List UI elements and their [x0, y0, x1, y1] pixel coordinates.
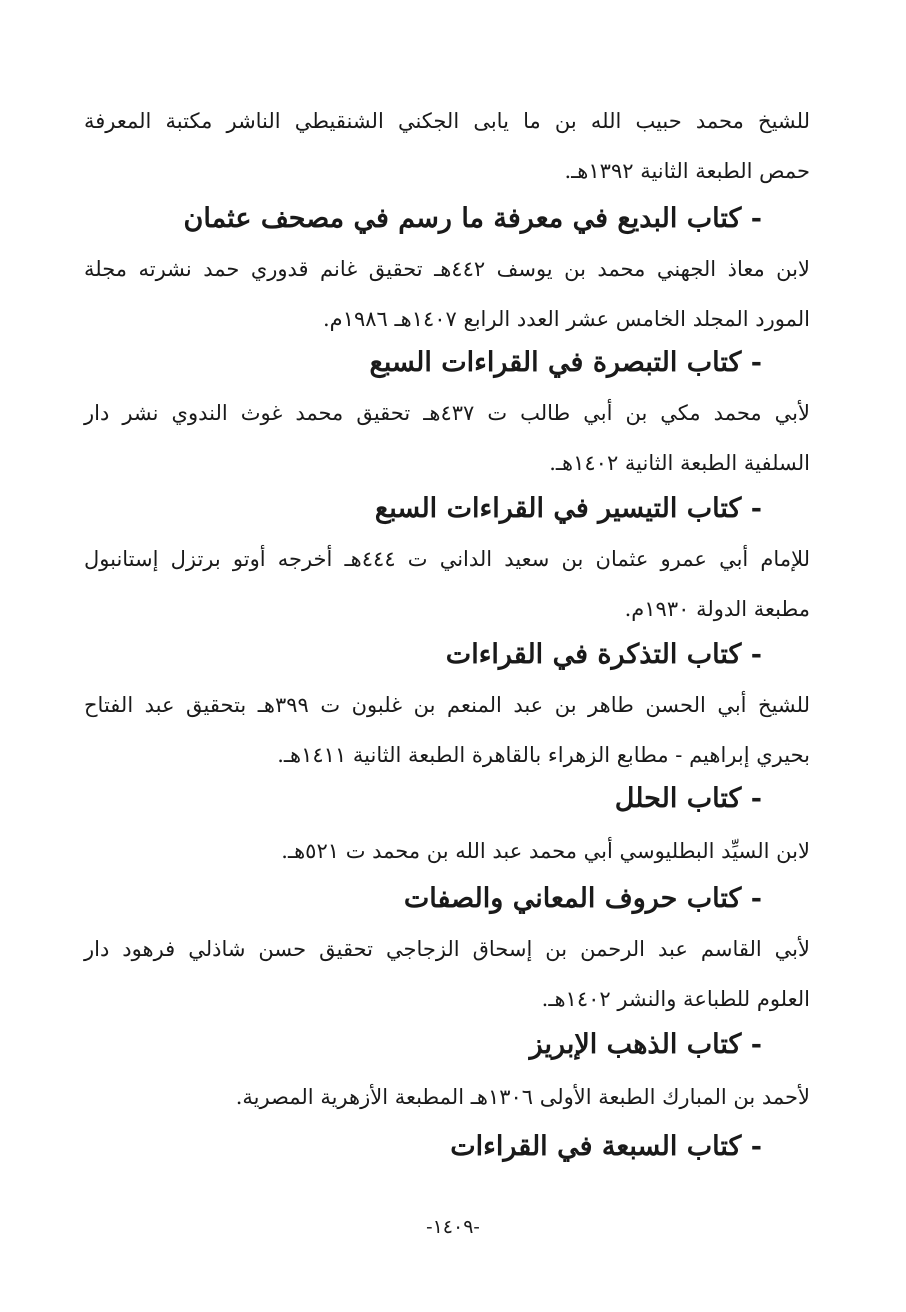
entry-text-line: للإمام أبي عمرو عثمان بن سعيد الداني ت ٤٤٤هـ أخرجه أوتو برتزل إستانبول: [84, 547, 810, 571]
entry-heading: - كتاب التبصرة في القراءات السبع: [369, 347, 762, 378]
entry-heading: - كتاب الذهب الإبريز: [529, 1029, 762, 1060]
entry-text-line: لأبي محمد مكي بن أبي طالب ت ٤٣٧هـ تحقيق محمد غوث الندوي نشر دار: [84, 401, 810, 425]
entry-text-line: لأبي القاسم عبد الرحمن بن إسحاق الزجاجي تحقيق حسن شاذلي فرهود دار: [84, 937, 810, 961]
page-number: -١٤٠٩-: [426, 1216, 480, 1238]
entry-text-line: لابن معاذ الجهني محمد بن يوسف ٤٤٢هـ تحقيق غانم قدوري حمد نشرته مجلة: [84, 257, 810, 281]
entry-text-line: للشيخ أبي الحسن طاهر بن عبد المنعم بن غلبون ت ٣٩٩هـ بتحقيق عبد الفتاح: [84, 693, 810, 717]
entry-text-line: للشيخ محمد حبيب الله بن ما يابى الجكني الشنقيطي الناشر مكتبة المعرفة: [84, 109, 810, 133]
entry-heading: - كتاب حروف المعاني والصفات: [403, 883, 762, 914]
entry-text-line: لأحمد بن المبارك الطبعة الأولى ١٣٠٦هـ المطبعة الأزهرية المصرية.: [235, 1085, 810, 1109]
entry-text-line: بحيري إبراهيم - مطابع الزهراء بالقاهرة الطبعة الثانية ١٤١١هـ.: [277, 743, 810, 767]
entry-text-line: مطبعة الدولة ١٩٣٠م.: [624, 597, 810, 621]
entry-text-line: لابن السيِّد البطليوسي أبي محمد عبد الله بن محمد ت ٥٢١هـ.: [281, 839, 810, 863]
entry-heading: - كتاب التيسير في القراءات السبع: [374, 493, 762, 524]
entry-heading: - كتاب الحلل: [614, 783, 762, 814]
entry-text-line: المورد المجلد الخامس عشر العدد الرابع ١٤٠٧هـ ١٩٨٦م.: [323, 307, 810, 331]
entry-text-line: حمص الطبعة الثانية ١٣٩٢هـ.: [564, 159, 810, 183]
entry-heading: - كتاب البديع في معرفة ما رسم في مصحف عثمان: [183, 203, 762, 234]
entry-text-line: العلوم للطباعة والنشر ١٤٠٢هـ.: [541, 987, 810, 1011]
entry-heading: - كتاب التذكرة في القراءات: [445, 639, 762, 670]
entry-heading: - كتاب السبعة في القراءات: [450, 1131, 762, 1162]
entry-text-line: السلفية الطبعة الثانية ١٤٠٢هـ.: [549, 451, 810, 475]
